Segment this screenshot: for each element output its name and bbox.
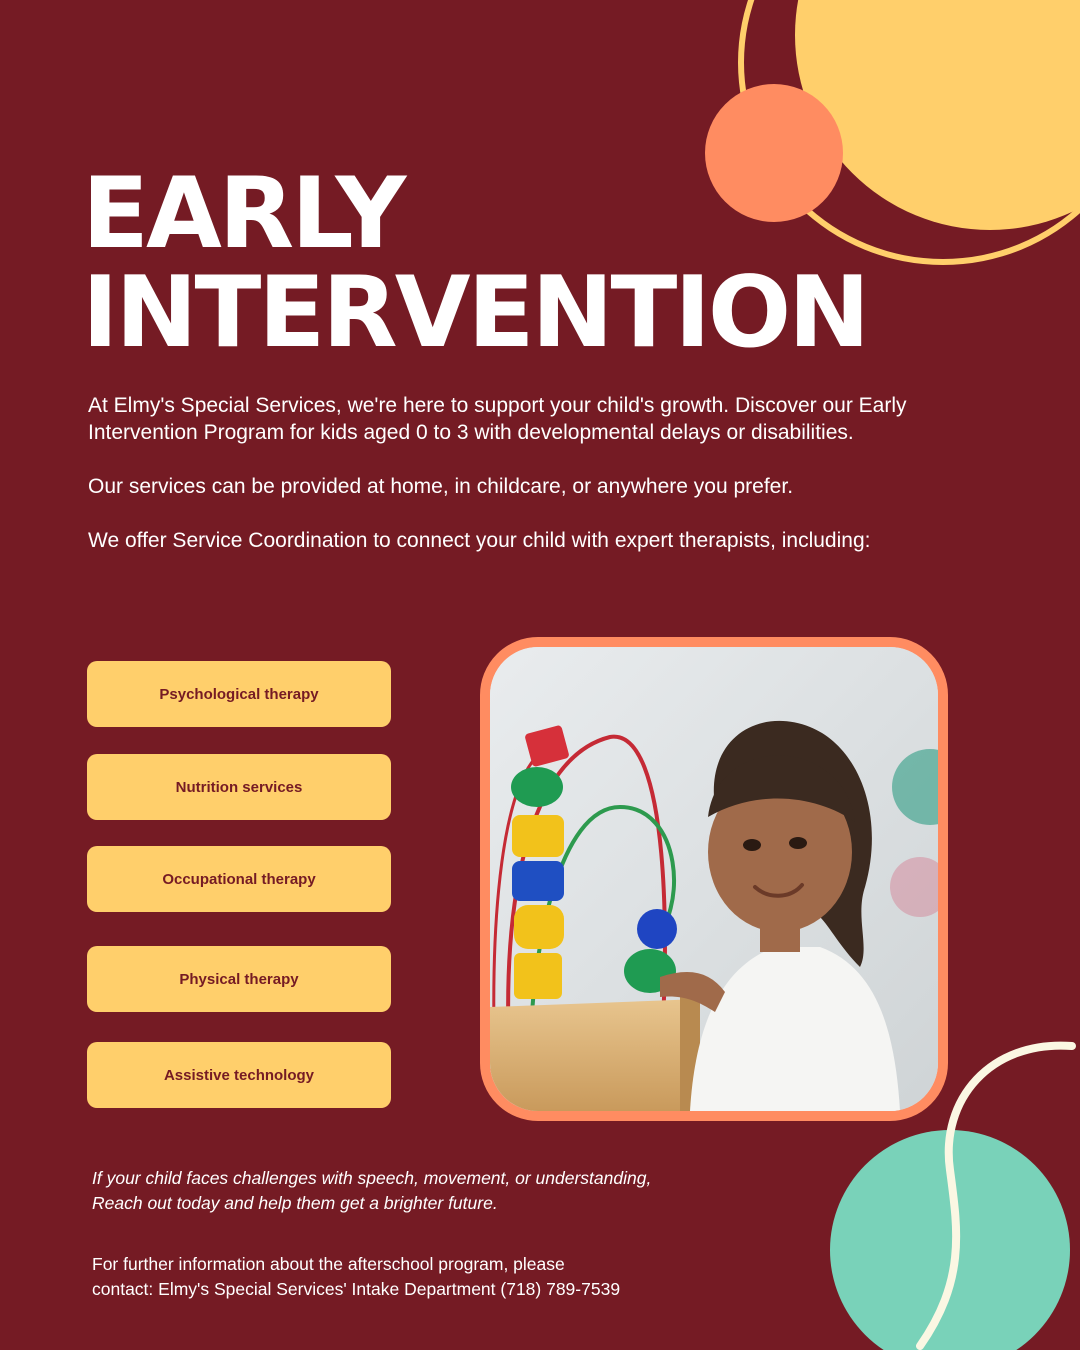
intro-paragraph-locations: Our services can be provided at home, in childcare, or anywhere you prefer. bbox=[88, 475, 794, 498]
call-to-action-note bbox=[92, 1166, 792, 1216]
service-pill-nutrition-services[interactable]: Nutrition services bbox=[87, 754, 391, 820]
service-pill-physical-therapy[interactable]: Physical therapy bbox=[87, 946, 391, 1012]
service-pill-assistive-technology[interactable]: Assistive technology bbox=[87, 1042, 391, 1108]
intro-paragraph-program: At Elmy's Special Services, we're here to support your child's growth. Discover our Early Intervention Program for kids aged 0 to 3 with developmental delays or disabilities. bbox=[88, 394, 907, 444]
title-line-intervention: INTERVENTION bbox=[82, 256, 868, 371]
intro-text bbox=[88, 392, 928, 581]
title-line-early: EARLY bbox=[82, 157, 404, 271]
child-playing-bead-maze-illustration bbox=[490, 647, 938, 1111]
intro-paragraph-coordination: We offer Service Coordination to connect your child with expert therapists, including: bbox=[88, 529, 871, 552]
contact-line-2: contact: Elmy's Special Services' Intake Department (718) 789-7539 bbox=[92, 1279, 621, 1299]
page-title bbox=[82, 157, 868, 371]
service-pill-occupational-therapy[interactable]: Occupational therapy bbox=[87, 846, 391, 912]
service-pill-psychological-therapy[interactable]: Psychological therapy bbox=[87, 661, 391, 727]
contact-line-1: For further information about the afterschool program, please bbox=[92, 1254, 565, 1274]
note-line-1: If your child faces challenges with speech, movement, or understanding, bbox=[92, 1168, 652, 1188]
child-photo bbox=[480, 637, 948, 1121]
contact-info bbox=[92, 1252, 792, 1302]
note-line-2: Reach out today and help them get a brighter future. bbox=[92, 1193, 498, 1213]
